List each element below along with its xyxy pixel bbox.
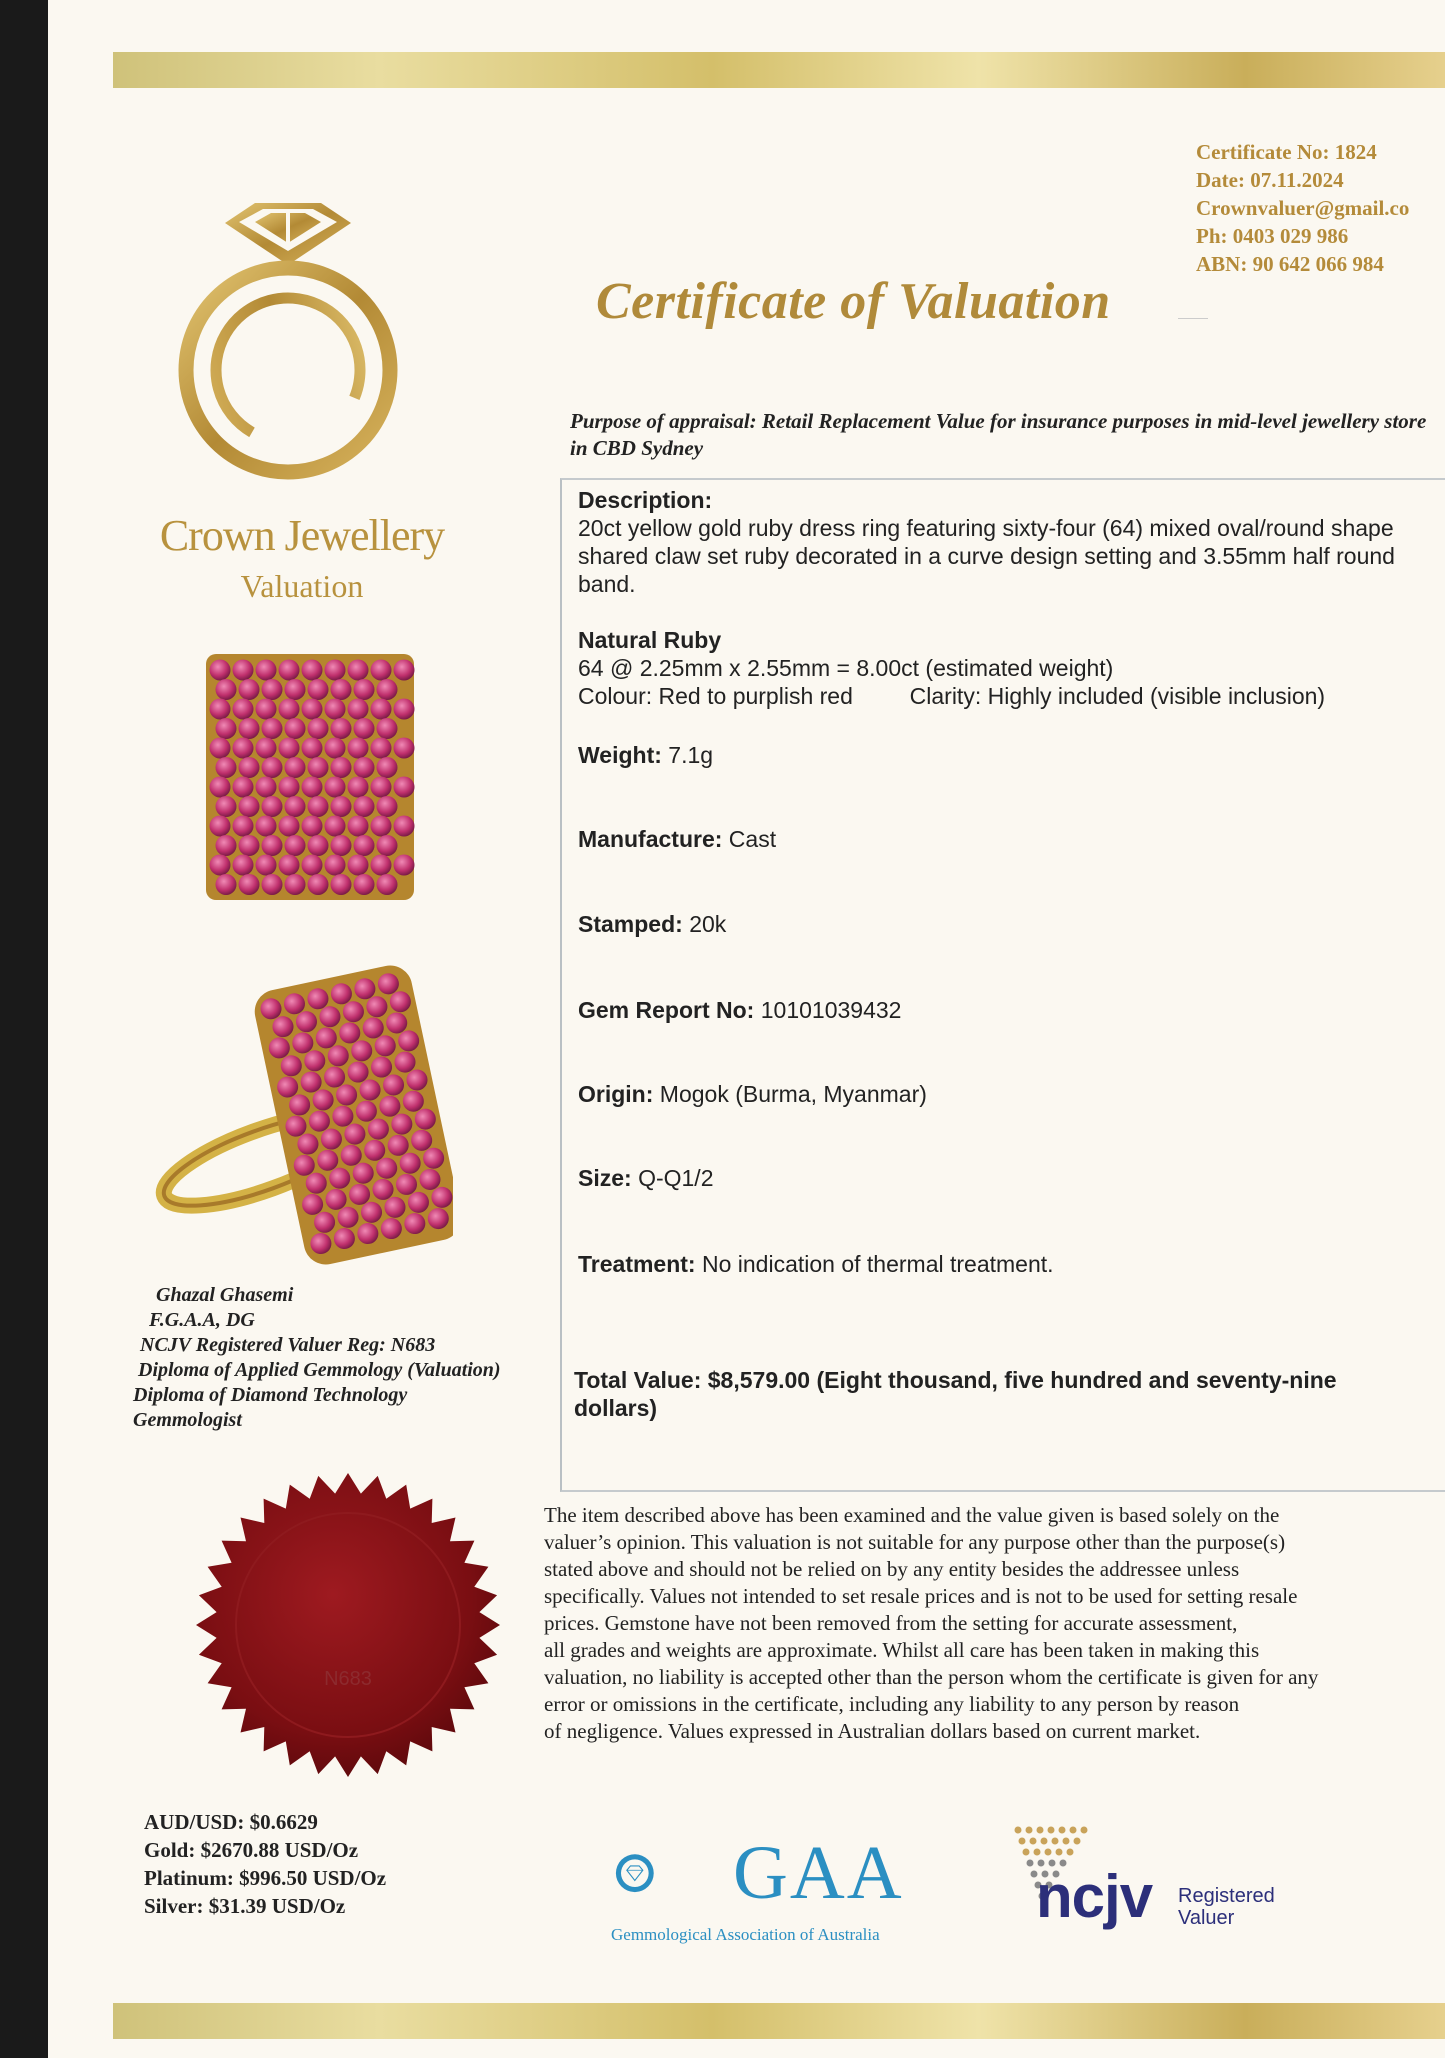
weight-row (578, 741, 713, 769)
certificate-date: Date: 07.11.2024 (1196, 168, 1344, 192)
total-value (574, 1366, 1337, 1422)
stamped-value: 20k (689, 911, 727, 937)
valuer-quals: F.G.A.A, DG (149, 1309, 255, 1331)
disclaimer-line: valuation, no liability is accepted other than the person whom the certificate is given for any (544, 1665, 1319, 1689)
valuer-diploma-1: Diploma of Applied Gemmology (Valuation) (138, 1359, 501, 1381)
rate-aud-usd: AUD/USD: $0.6629 (144, 1810, 318, 1834)
disclaimer (544, 1502, 1444, 1745)
total-value-line1: Total Value: $8,579.00 (Eight thousand, five hundred and seventy-nine (574, 1367, 1337, 1393)
disclaimer-line: stated above and should not be relied on by any entity besides the addressee unless (544, 1557, 1240, 1581)
valuer-role: Gemmologist (133, 1409, 242, 1431)
rate-silver: Silver: $31.39 USD/Oz (144, 1894, 346, 1918)
rate-platinum: Platinum: $996.50 USD/Oz (144, 1866, 387, 1890)
origin-label: Origin: (578, 1081, 654, 1107)
brand-sub: Valuation (240, 568, 364, 604)
certificate-info (1196, 138, 1409, 278)
weight-value: 7.1g (668, 742, 714, 768)
seal-code: N683 (324, 1668, 372, 1690)
manufacture-label: Manufacture: (578, 826, 723, 852)
valuer-signature-block (133, 1283, 501, 1433)
treatment-row (578, 1250, 1054, 1278)
description-text: 20ct yellow gold ruby dress ring featuring sixty-four (64) mixed oval/round shape shared claw set ruby decorated in a curve design setting and 3.55mm half round band. (578, 515, 1395, 597)
valuer-reg: NCJV Registered Valuer Reg: N683 (140, 1334, 436, 1356)
origin-row (578, 1080, 927, 1108)
disclaimer-line: specifically. Values not intended to set resale prices and is not to be used for setting resale (544, 1584, 1298, 1608)
valuer-name: Ghazal Ghasemi (156, 1284, 294, 1306)
ncjv-valuer: Valuer (1178, 1907, 1235, 1929)
valuer-diploma-2: Diploma of Diamond Technology (133, 1384, 408, 1406)
gem-report-value: 10101039432 (760, 997, 902, 1023)
ring-photo-side (153, 965, 453, 1265)
abn: ABN: 90 642 066 984 (1196, 252, 1384, 276)
natural-ruby-section (578, 626, 1325, 710)
manufacture-row (578, 825, 776, 853)
rate-gold: Gold: $2670.88 USD/Oz (144, 1838, 359, 1862)
gaa-logo-text: GAA (733, 1831, 904, 1915)
disclaimer-line: error or omissions in the certificate, including any liability to any person by reason (544, 1692, 1240, 1716)
size-label: Size: (578, 1165, 632, 1191)
gem-report-label: Gem Report No: (578, 997, 755, 1023)
stamped-label: Stamped: (578, 911, 683, 937)
manufacture-value: Cast (728, 826, 777, 852)
treatment-value: No indication of thermal treatment. (701, 1251, 1054, 1277)
ring-photo-front (198, 650, 423, 905)
certificate-page (48, 0, 1445, 2058)
description-section (578, 486, 1428, 598)
description-label: Description: (578, 487, 713, 513)
disclaimer-line: of negligence. Values expressed in Australian dollars based on current market. (544, 1719, 1201, 1743)
ncjv-registered: Registered (1178, 1885, 1275, 1907)
gaa-full-name: Gemmological Association of Australia (611, 1925, 880, 1944)
contact-phone: Ph: 0403 029 986 (1196, 224, 1349, 248)
title-rule (1178, 318, 1208, 319)
brand-name: Crown Jewellery (159, 511, 445, 560)
total-value-line2: dollars) (574, 1395, 658, 1421)
metal-rates (144, 1808, 386, 1920)
natural-ruby-label: Natural Ruby (578, 627, 722, 653)
treatment-label: Treatment: (578, 1251, 696, 1277)
disclaimer-line: prices. Gemstone have not been removed from the setting for accurate assessment, (544, 1611, 1238, 1635)
ncjv-logo-text: ncjv (1036, 1863, 1153, 1930)
natural-ruby-details: 64 @ 2.25mm x 2.55mm = 8.00ct (estimated weight) (578, 655, 1114, 681)
ruby-clarity: Clarity: Highly included (visible inclusion) (909, 683, 1326, 709)
ruby-colour: Colour: Red to purplish red (578, 683, 853, 709)
contact-email: Crownvaluer@gmail.co (1196, 196, 1410, 220)
certificate-number: Certificate No: 1824 (1196, 140, 1377, 164)
gem-report-row (578, 996, 901, 1024)
wax-seal-icon (193, 1470, 503, 1780)
top-gold-band (113, 52, 1445, 88)
bottom-gold-band (113, 2003, 1445, 2039)
appraisal-purpose: Purpose of appraisal: Retail Replacement Value for insurance purposes in mid-level jewellery store in CBD Sydney (570, 409, 1427, 460)
ncjv-registered-valuer (1178, 1885, 1275, 1929)
size-row (578, 1164, 714, 1192)
disclaimer-line: The item described above has been examined and the value given is based solely on the (544, 1503, 1280, 1527)
stamped-row (578, 910, 726, 938)
disclaimer-line: all grades and weights are approximate. Whilst all care has been taken in making this (544, 1638, 1260, 1662)
size-value: Q-Q1/2 (638, 1165, 714, 1191)
diamond-ring-icon (163, 195, 413, 485)
page-title: Certificate of Valuation (596, 273, 1111, 330)
weight-label: Weight: (578, 742, 662, 768)
gaa-emblem-icon (613, 1815, 733, 1935)
disclaimer-line: valuer’s opinion. This valuation is not suitable for any purpose other than the purpose(s) (544, 1530, 1286, 1554)
origin-value: Mogok (Burma, Myanmar) (659, 1081, 927, 1107)
